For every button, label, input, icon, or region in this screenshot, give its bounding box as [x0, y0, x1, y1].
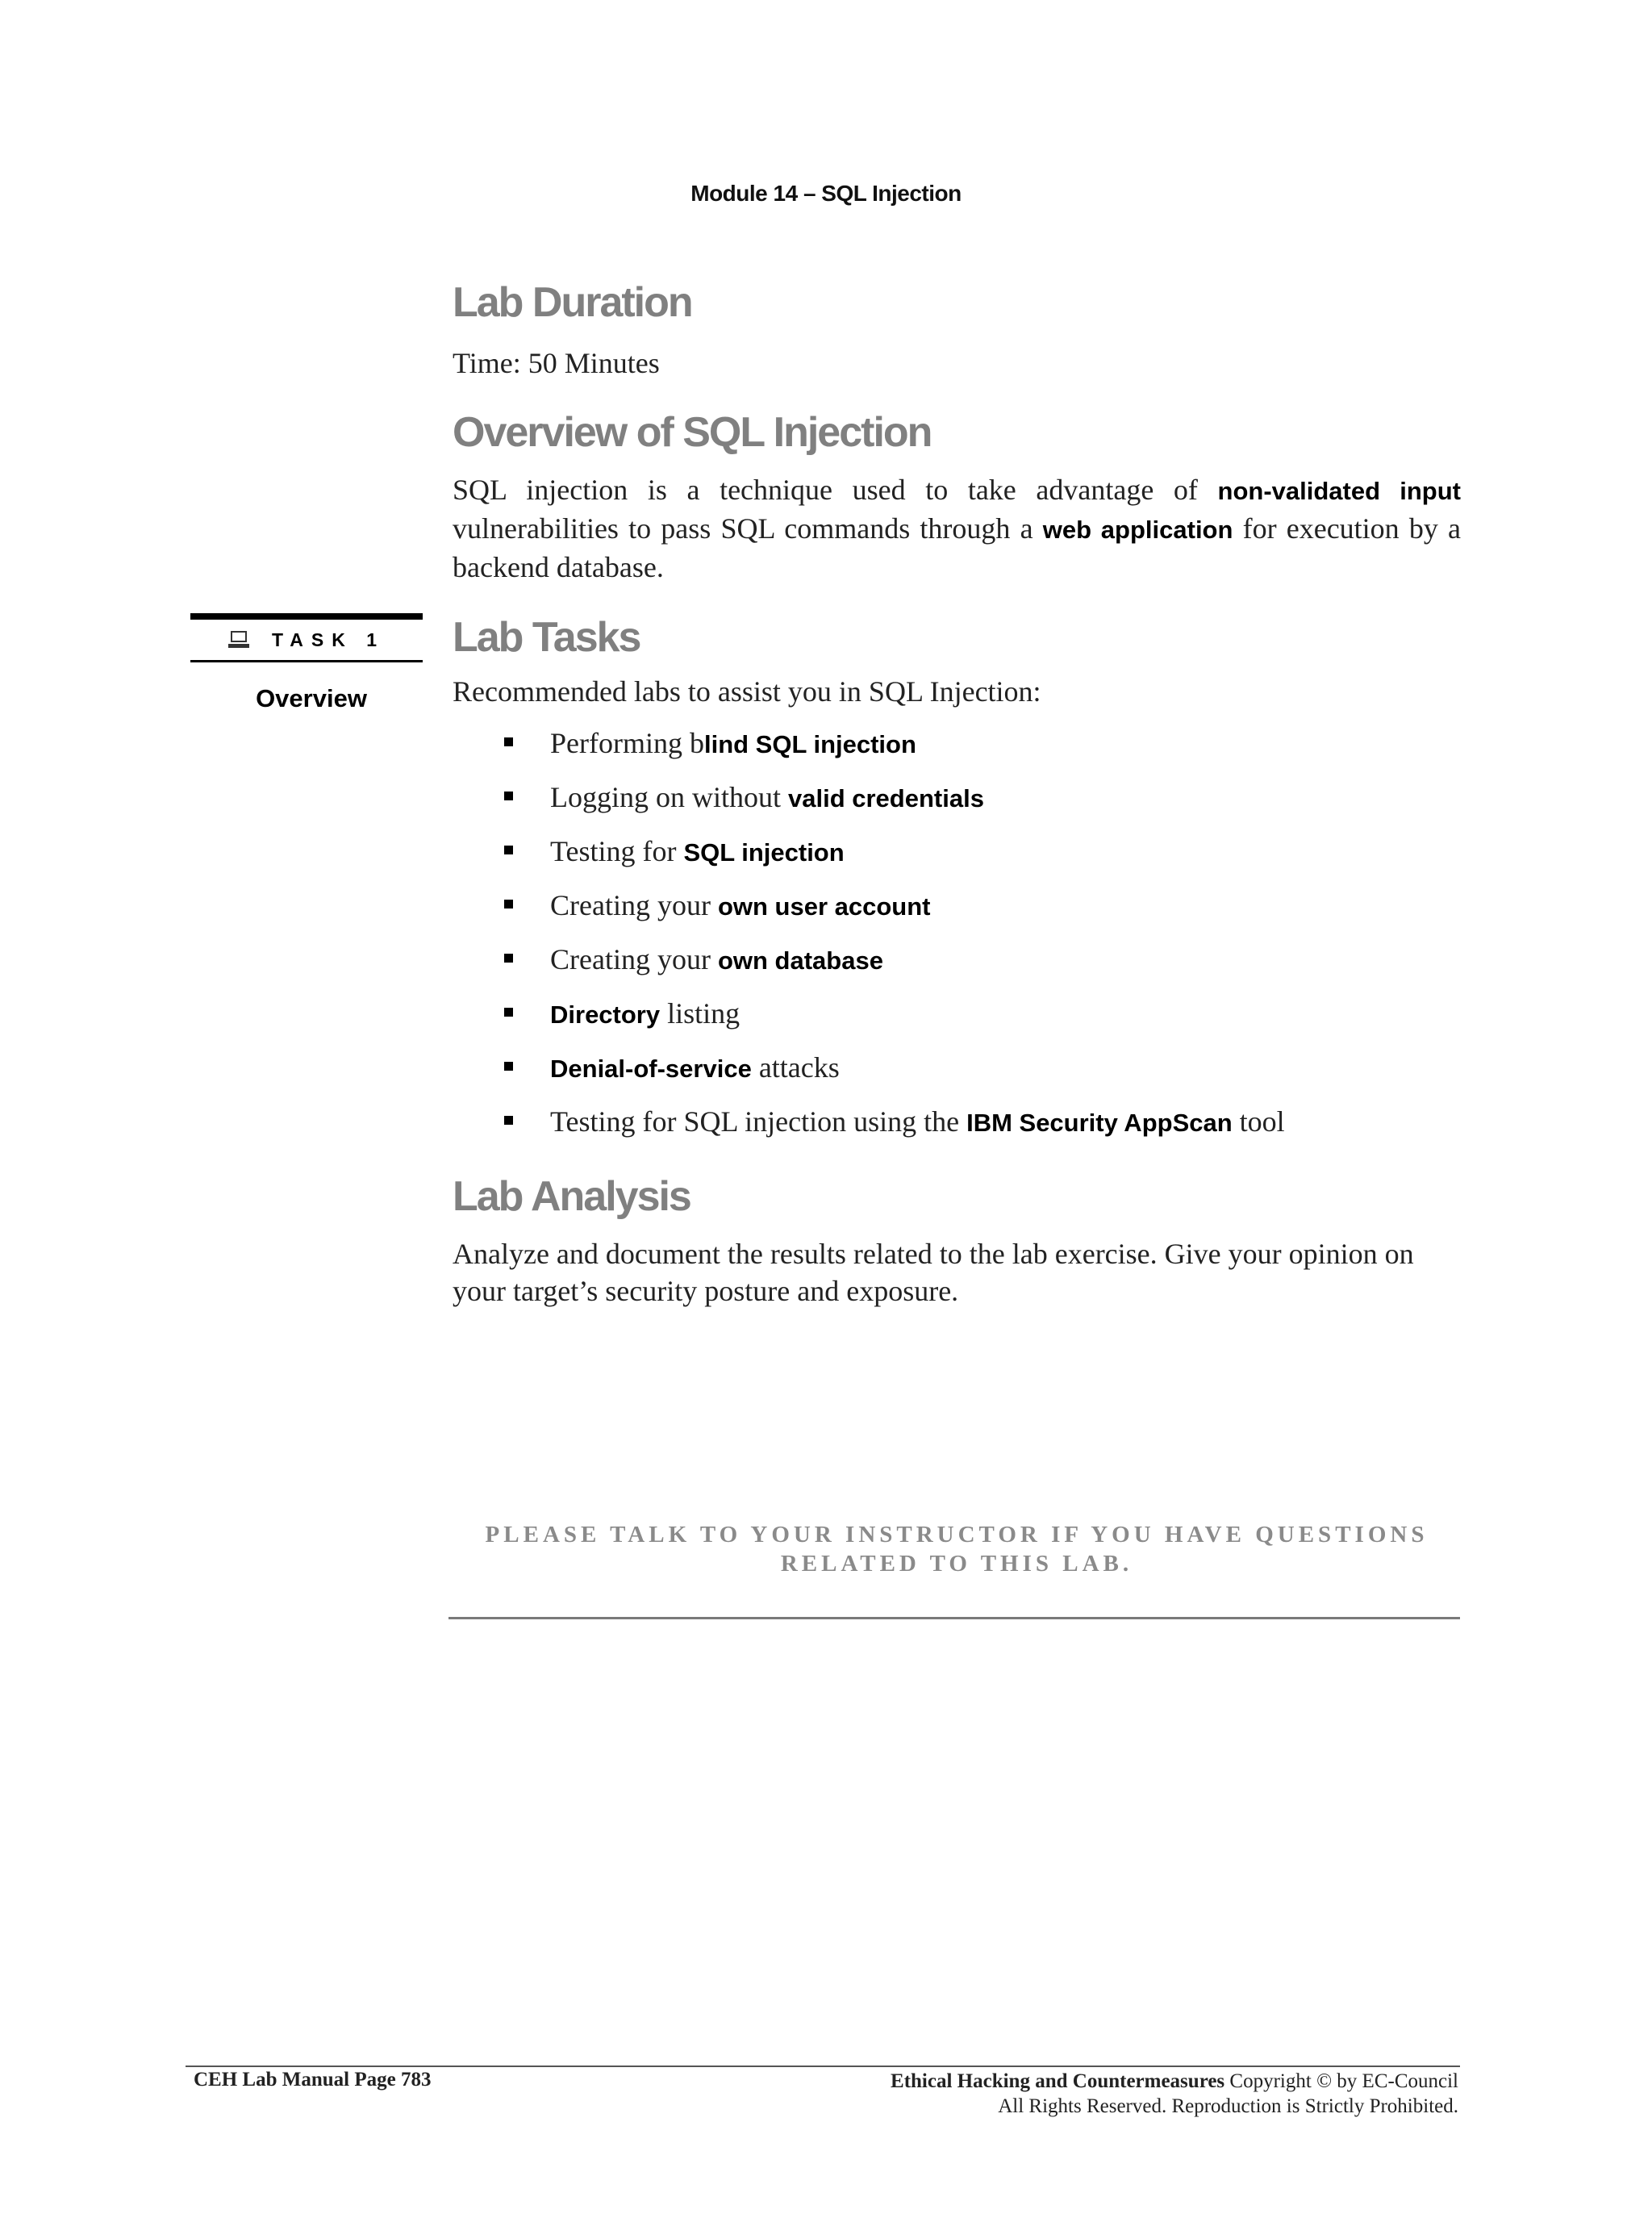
lab-analysis-title: Lab Analysis [453, 1173, 690, 1220]
lab-duration-section [453, 278, 1461, 382]
item-bold: own user account [717, 892, 931, 921]
task-label: TASK 1 [271, 629, 386, 650]
lab-analysis-section [453, 1172, 1461, 1309]
item-bold: own database [717, 946, 883, 975]
footer-divider [186, 2066, 1460, 2067]
item-text: listing [660, 997, 740, 1030]
lab-tasks-intro: Recommended labs to assist you in SQL Injection: [453, 675, 1041, 708]
list-item [453, 833, 1461, 887]
lab-duration-title: Lab Duration [453, 279, 692, 326]
item-text: tool [1232, 1105, 1285, 1138]
lab-tasks-title: Lab Tasks [453, 614, 640, 661]
lab-analysis-text: Analyze and document the results related to the lab exercise. Give your opinion on your target’s security posture and exposure. [453, 1238, 1414, 1307]
item-text: Testing for SQL injection using the [550, 1105, 967, 1138]
list-item [453, 941, 1461, 995]
item-text: Logging on without [550, 781, 788, 813]
list-item [453, 725, 1461, 779]
item-text: Creating your [550, 889, 718, 921]
lab-duration-time: Time: 50 Minutes [453, 347, 660, 379]
item-text: attacks [751, 1051, 840, 1084]
overview-bold-1: non-validated input [1217, 477, 1461, 505]
list-item [453, 779, 1461, 833]
task-list [453, 725, 1461, 1157]
overview-text-2: vulnerabilities to pass SQL commands through a [453, 512, 1043, 545]
item-bold: IBM Security AppScan [966, 1109, 1233, 1137]
list-item [453, 1103, 1461, 1157]
notice-line-2: RELATED TO THIS LAB. [780, 1551, 1133, 1577]
footer-copyright-text: Copyright © by EC-Council [1224, 2070, 1458, 2092]
footer-rights: All Rights Reserved. Reproduction is Strictly Prohibited. [998, 2095, 1458, 2117]
item-bold: lind SQL injection [703, 730, 916, 758]
notice-line-1: PLEASE TALK TO YOUR INSTRUCTOR IF YOU HAVE QUESTIONS [485, 1522, 1429, 1548]
item-bold: valid credentials [788, 784, 984, 812]
overview-text-3: for execution by a backend database. [453, 512, 1461, 583]
overview-paragraph [453, 471, 1461, 586]
sidebar-overview-label: Overview [256, 684, 367, 712]
instructor-notice [453, 1520, 1461, 1578]
module-header: Module 14 – SQL Injection [690, 181, 962, 206]
item-text: Creating your [550, 943, 718, 975]
lab-tasks-section [453, 613, 1461, 1157]
computer-icon [228, 631, 249, 649]
overview-section [453, 408, 1461, 586]
item-text: Testing for [550, 835, 684, 867]
item-bold: Directory [550, 1000, 661, 1029]
section-divider [448, 1617, 1460, 1619]
overview-title: Overview of SQL Injection [453, 409, 932, 456]
overview-text-1: SQL injection is a technique used to take advantage of [453, 474, 1218, 506]
list-item [453, 887, 1461, 941]
list-item [453, 995, 1461, 1049]
item-bold: SQL injection [683, 838, 845, 867]
task-marker [190, 613, 423, 662]
overview-bold-2: web application [1042, 516, 1233, 544]
footer-title: Ethical Hacking and Countermeasures [891, 2070, 1225, 2092]
footer-copyright [891, 2069, 1458, 2119]
item-text: Performing b [550, 727, 704, 759]
footer-page-info: CEH Lab Manual Page 783 [194, 2069, 432, 2091]
list-item [453, 1049, 1461, 1103]
item-bold: Denial-of-service [550, 1055, 752, 1083]
